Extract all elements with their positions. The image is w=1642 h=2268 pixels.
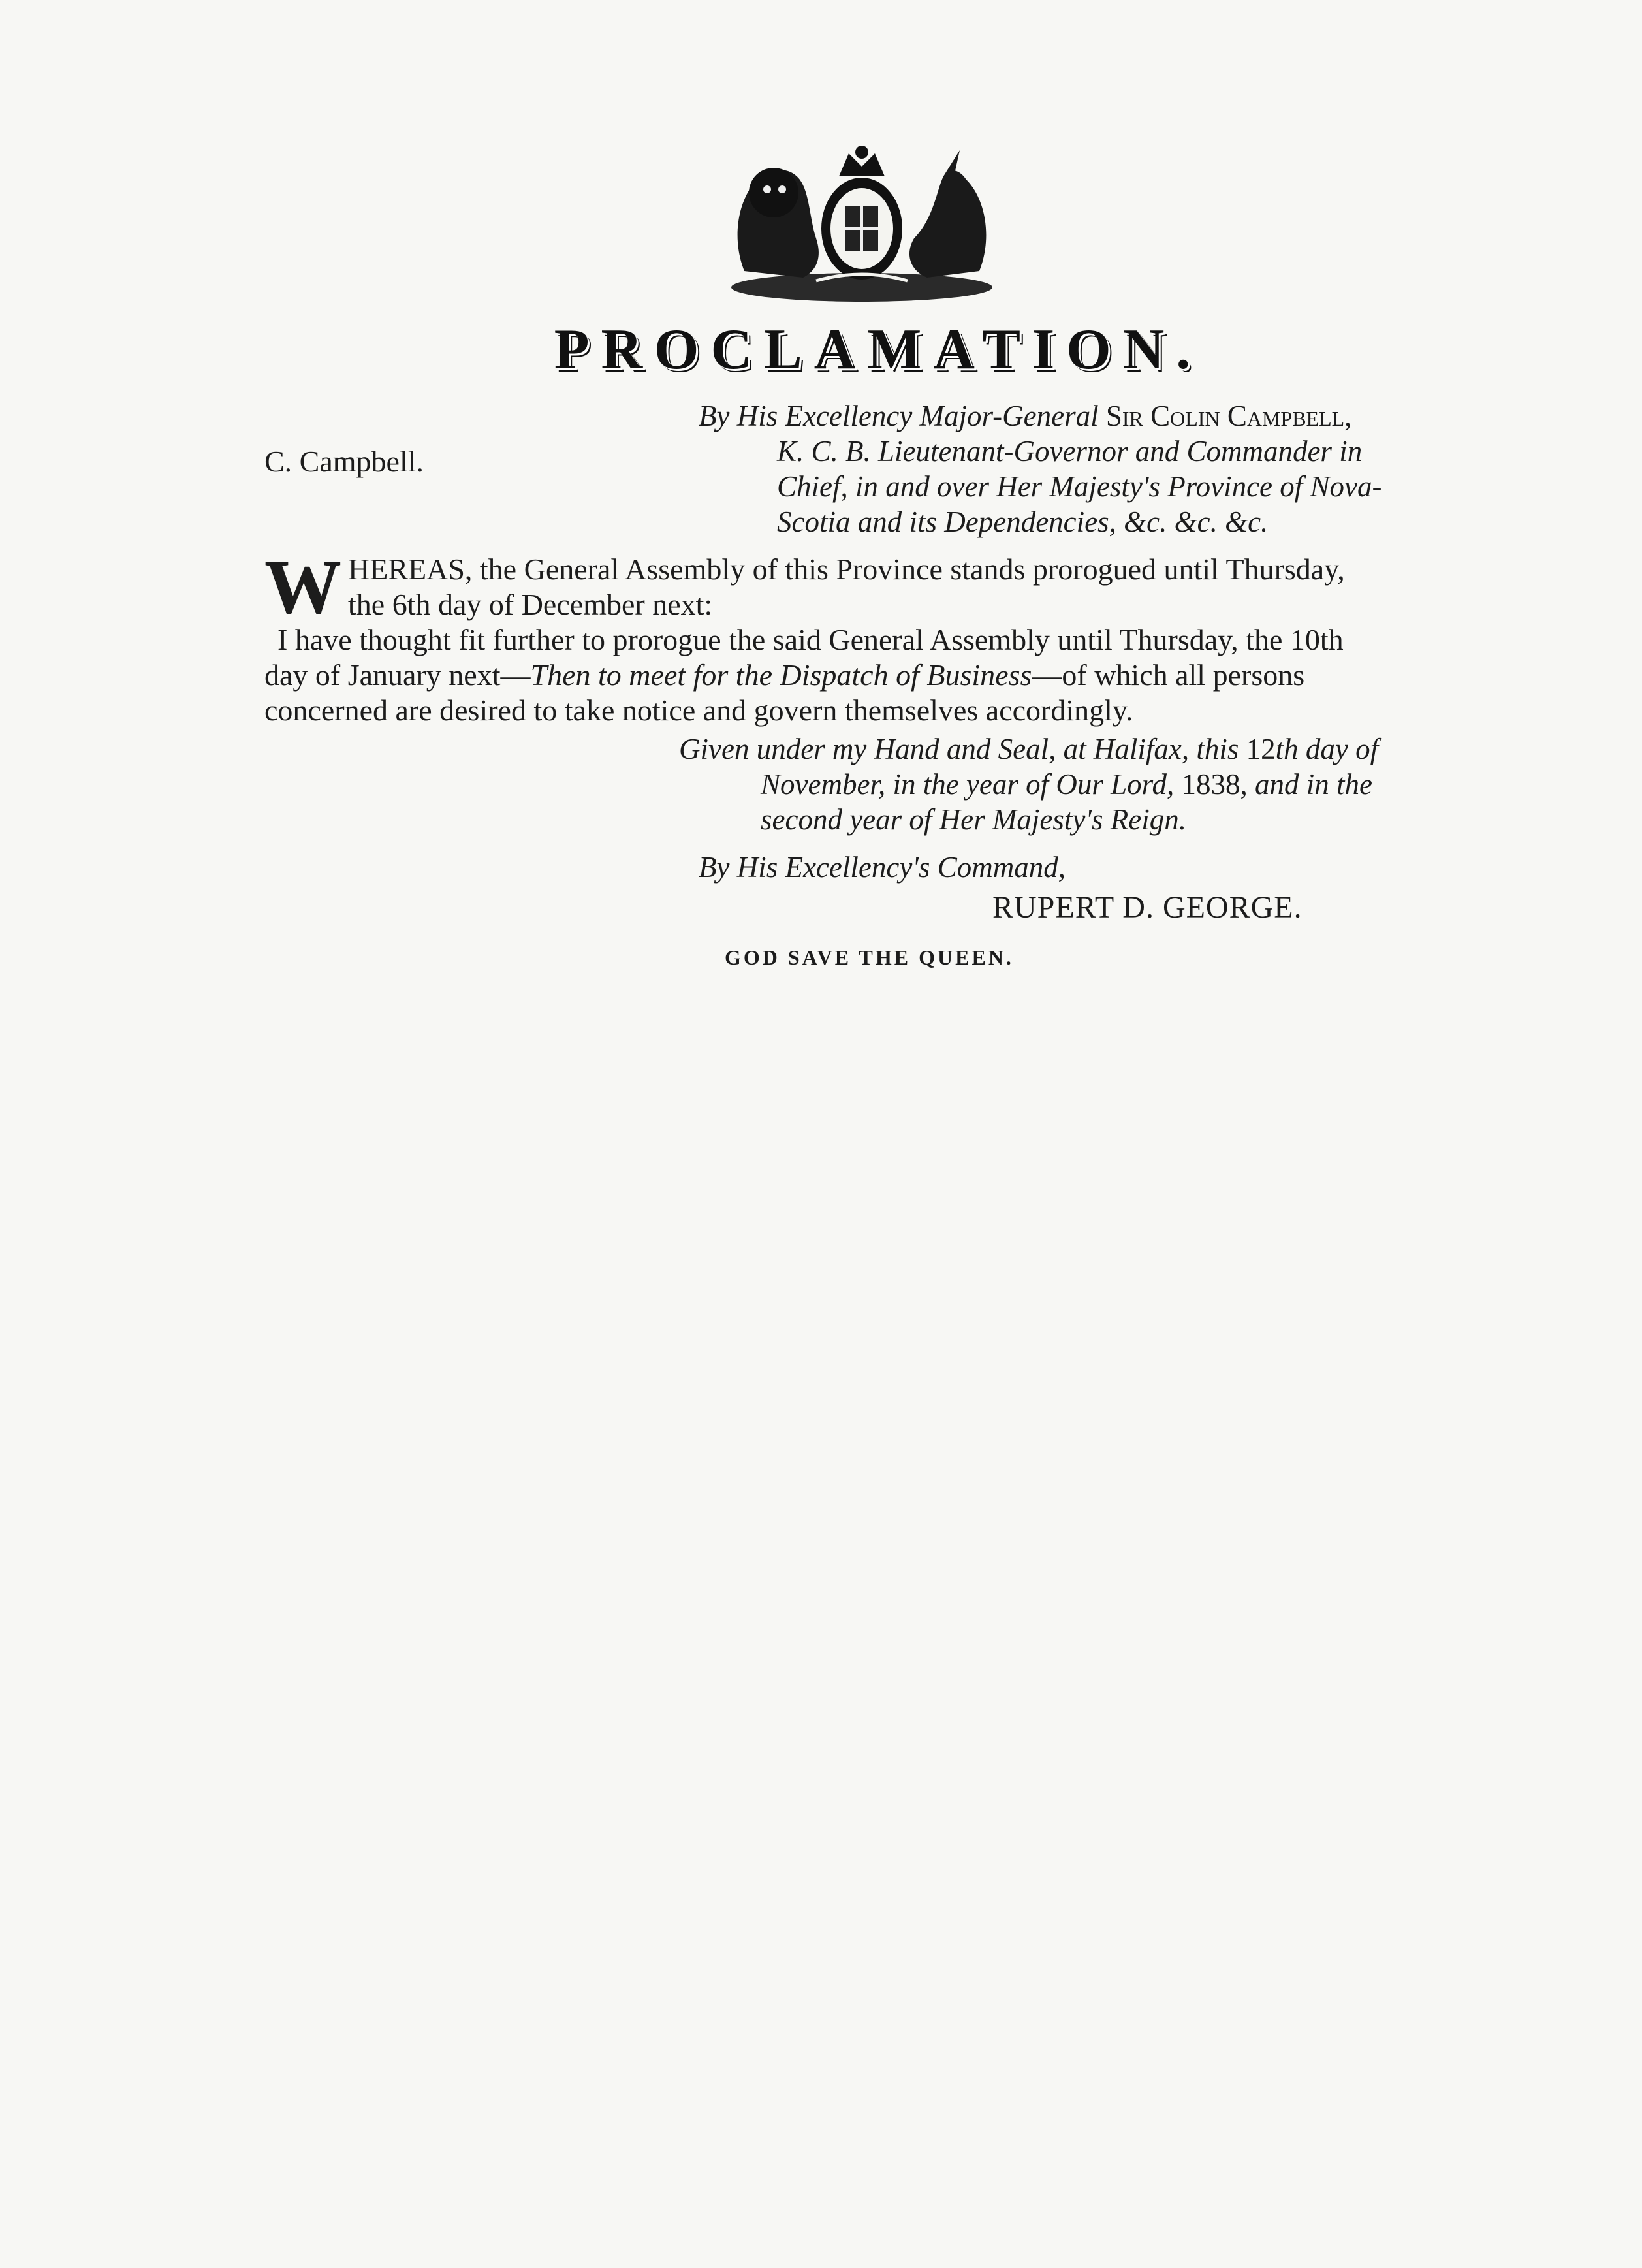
given-line-2 — [679, 767, 1469, 802]
given-line-1-b: th day of — [1275, 733, 1379, 765]
body-line-4-start: day of January next— — [264, 658, 531, 692]
signature-name: C. Campbell. — [264, 445, 424, 478]
given-line-1 — [679, 731, 1469, 767]
royal-coat-of-arms-icon — [718, 140, 1005, 304]
body-line-5: concerned are desired to take notice and govern themselves accordingly. — [264, 694, 1133, 727]
body-line-4-italic: Then to meet for the Dispatch of Business — [530, 658, 1032, 692]
closing-line: GOD SAVE THE QUEEN. — [725, 946, 1014, 969]
governor-name: Sir Colin Campbell, — [1105, 400, 1352, 432]
body-line-3: I have thought fit further to prorogue the said General Assembly until Thursday, the 10th — [277, 623, 1344, 656]
byline-line-3: Chief, in and over Her Majesty's Province of Nova- — [777, 470, 1382, 503]
given-line-2-b: and in the — [1255, 768, 1373, 801]
given-year: 1838, — [1181, 768, 1248, 801]
body-line-2: the 6th day of December next: — [348, 588, 713, 621]
body-line-1: HEREAS, the General Assembly of this Province stands prorogued until Thursday, — [348, 552, 1345, 586]
byline-line-2: K. C. B. Lieutenant-Governor and Commander in — [777, 435, 1363, 468]
proclamation-title: PROCLAMATION. — [554, 318, 1203, 381]
body-line-4 — [264, 658, 1472, 693]
given-line-3: second year of Her Majesty's Reign. — [761, 803, 1186, 836]
body-line-4-end: —of which all persons — [1032, 658, 1305, 692]
secretary-name: RUPERT D. GEORGE. — [992, 890, 1303, 925]
byline-line-1 — [699, 398, 1469, 434]
byline-prefix: By His Excellency Major-General — [699, 400, 1099, 432]
given-under-hand-block — [679, 731, 1469, 837]
byline-block — [699, 398, 1469, 539]
command-line: By His Excellency's Command, — [699, 851, 1066, 884]
given-line-2-a: November, in the year of Our Lord, — [761, 768, 1175, 801]
given-line-1-a: Given under my Hand and Seal, at Halifax, this — [679, 733, 1239, 765]
proclamation-body — [264, 544, 1472, 728]
drop-cap: W — [264, 544, 341, 630]
byline-line-4: Scotia and its Dependencies, &c. &c. &c. — [777, 505, 1269, 538]
given-day-number: 12 — [1246, 733, 1276, 765]
